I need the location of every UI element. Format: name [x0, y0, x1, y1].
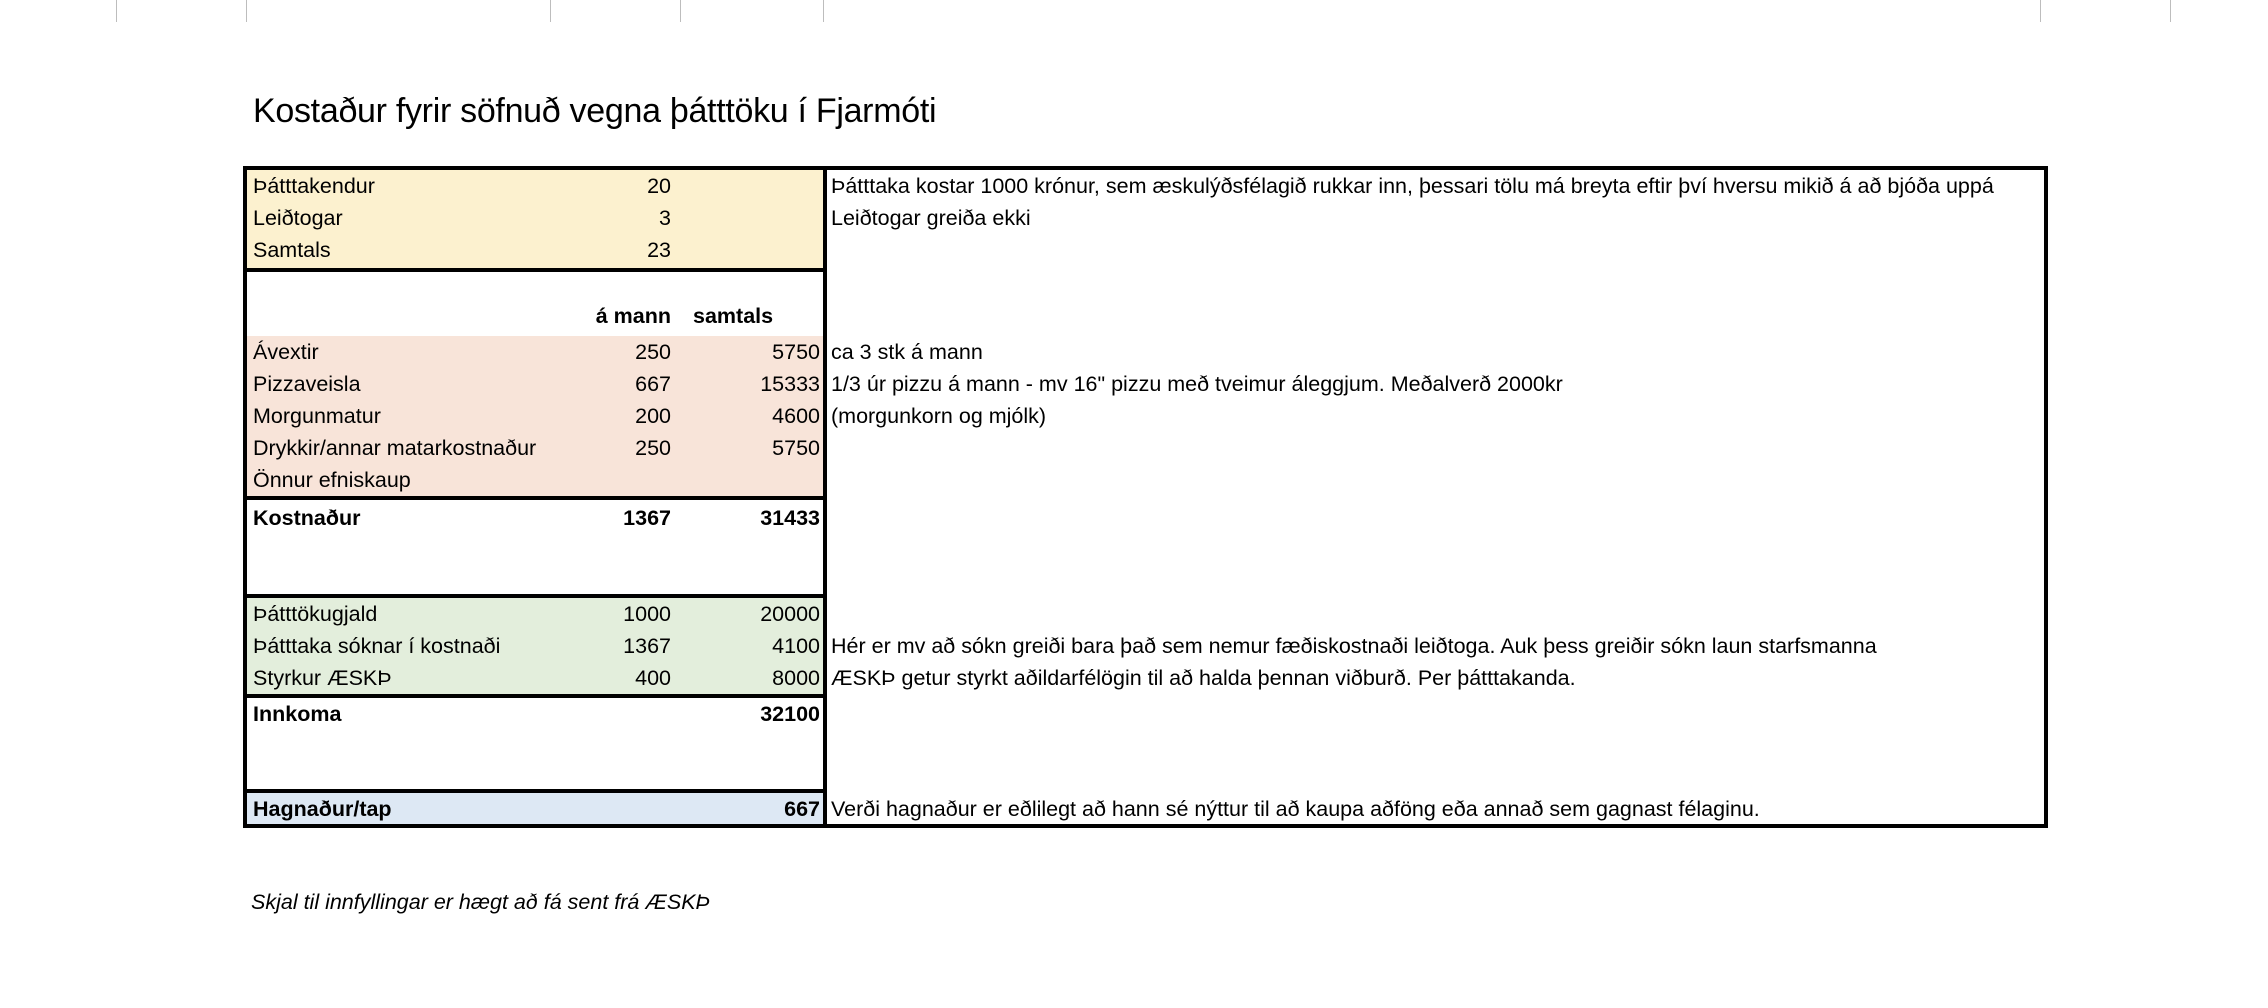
total-value: 5750 [772, 340, 820, 364]
table-row [247, 662, 823, 694]
per-person-value: 1367 [623, 634, 671, 658]
column-header-per-person: á mann [595, 304, 671, 328]
note-pizza: 1/3 úr pizzu á mann - mv 16" pizzu með tveimur áleggjum. Meðalverð 2000kr [831, 372, 1563, 396]
cost-total-row [247, 502, 823, 534]
note-leaders: Leiðtogar greiða ekki [831, 206, 1031, 230]
per-person-value: 667 [635, 372, 671, 396]
total-value: 15333 [760, 372, 820, 396]
per-person-value: 200 [635, 404, 671, 428]
per-person-value: 1367 [623, 506, 671, 530]
row-label: Þátttaka sóknar í kostnaði [253, 634, 501, 658]
column-header-total: samtals [693, 304, 774, 328]
per-person-value: 23 [647, 238, 671, 262]
total-value: 32100 [760, 702, 820, 726]
table-row [247, 598, 823, 630]
income-total-row [247, 698, 823, 730]
footer-note: Skjal til innfyllingar er hægt að fá sent frá ÆSKÞ [251, 890, 710, 914]
border-line [247, 268, 823, 272]
row-label: Innkoma [253, 702, 342, 726]
row-label: Þátttökugjald [253, 602, 378, 626]
per-person-value: 3 [659, 206, 671, 230]
table-row [247, 170, 823, 202]
table-row [247, 336, 823, 368]
total-value: 31433 [760, 506, 820, 530]
per-person-value: 1000 [623, 602, 671, 626]
table-row [247, 432, 823, 464]
row-label: Drykkir/annar matarkostnaður [253, 436, 537, 460]
note-grant: ÆSKÞ getur styrkt aðildarfélögin til að halda þennan viðburð. Per þátttakanda. [831, 666, 1576, 690]
column-divider [823, 170, 827, 824]
row-label: Þátttakendur [253, 174, 375, 198]
result-row [247, 793, 823, 825]
per-person-value: 250 [635, 340, 671, 364]
per-person-value: 250 [635, 436, 671, 460]
total-value: 5750 [772, 436, 820, 460]
note-fruit: ca 3 stk á mann [831, 340, 983, 364]
table-row [247, 202, 823, 234]
row-label: Samtals [253, 238, 331, 262]
table-row [247, 630, 823, 662]
table-row [247, 400, 823, 432]
row-label: Pizzaveisla [253, 372, 361, 396]
note-participants: Þátttaka kostar 1000 krónur, sem æskulýðsfélagið rukkar inn, þessari tölu má breyta eftir því hversu mikið á að bjóða uppá [831, 174, 1994, 198]
table-row [247, 234, 823, 266]
page-column-guides [0, 0, 2268, 22]
row-label: Hagnaður/tap [253, 797, 392, 821]
note-parish: Hér er mv að sókn greiði bara það sem nemur fæðiskostnaði leiðtoga. Auk þess greiðir sókn laun starfsmanna [831, 634, 1877, 658]
note-breakfast: (morgunkorn og mjólk) [831, 404, 1047, 428]
per-person-value: 20 [647, 174, 671, 198]
table-row [247, 368, 823, 400]
total-value: 4100 [772, 634, 820, 658]
total-value: 20000 [760, 602, 820, 626]
row-label: Morgunmatur [253, 404, 381, 428]
budget-table [247, 170, 823, 824]
border-line [247, 496, 823, 500]
row-label: Önnur efniskaup [253, 468, 411, 492]
per-person-value: 400 [635, 666, 671, 690]
budget-sheet [243, 166, 2048, 828]
table-row [247, 464, 823, 496]
total-value: 4600 [772, 404, 820, 428]
total-value: 667 [784, 797, 820, 821]
row-label: Ávextir [253, 340, 319, 364]
page-title: Kostaður fyrir söfnuð vegna þátttöku í Fjarmóti [253, 92, 937, 130]
row-label: Kostnaður [253, 506, 361, 530]
total-value: 8000 [772, 666, 820, 690]
note-result: Verði hagnaður er eðlilegt að hann sé nýttur til að kaupa aðföng eða annað sem gagnast félaginu. [831, 797, 1760, 821]
row-label: Styrkur ÆSKÞ [253, 666, 392, 690]
row-label: Leiðtogar [253, 206, 343, 230]
